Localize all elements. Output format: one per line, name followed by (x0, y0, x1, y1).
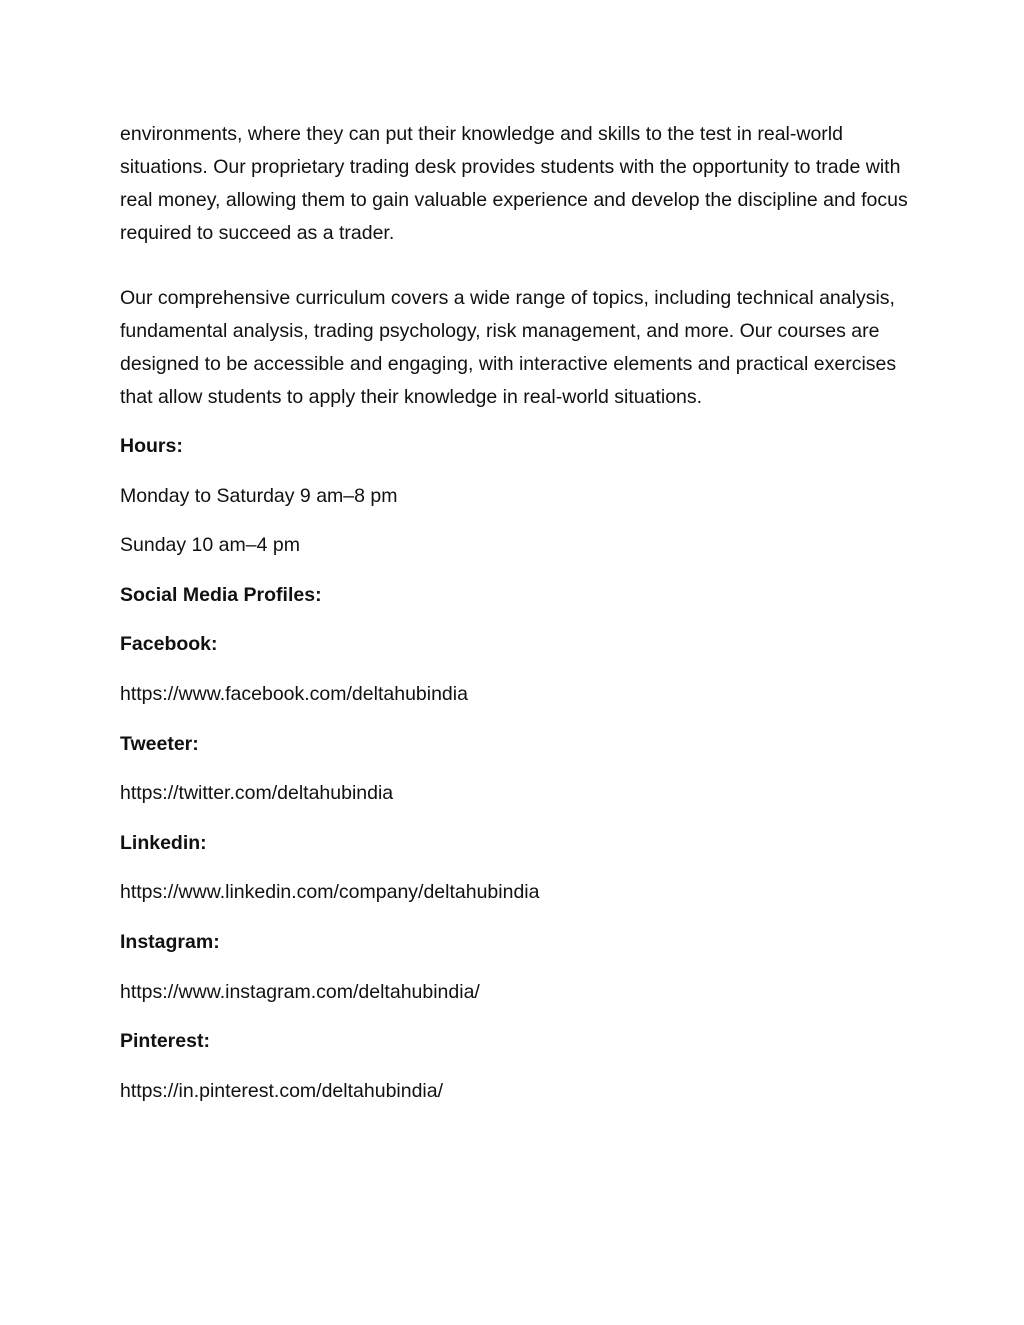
pinterest-label: Pinterest: (120, 1030, 210, 1053)
facebook-label: Facebook: (120, 633, 218, 656)
hours-weekdays: Monday to Saturday 9 am–8 pm (120, 484, 398, 507)
hours-heading: Hours: (120, 435, 183, 457)
instagram-link[interactable]: https://www.instagram.com/deltahubindia/ (120, 980, 480, 1003)
facebook-link[interactable]: https://www.facebook.com/deltahubindia (120, 682, 468, 705)
pinterest-link[interactable]: https://in.pinterest.com/deltahubindia/ (120, 1079, 444, 1102)
body-paragraph-curriculum: Our comprehensive curriculum covers a wide range of topics, including technical analysis, fundamental analysis, trading psychology, risk management, and more. Our courses are designed to be accessible and engaging, with interactive elements and practical exercises that allow students to apply their knowledge in real-world situations. (120, 287, 897, 408)
body-paragraph-trading-desk: environments, where they can put their knowledge and skills to the test in real-world situations. Our proprietary trading desk provides students with the opportunity to trade with real money, allowing them to gain valuable experience and develop the discipline and focus required to succeed as a trader. (120, 123, 908, 244)
twitter-link[interactable]: https://twitter.com/deltahubindia (120, 782, 394, 805)
hours-sunday: Sunday 10 am–4 pm (120, 534, 300, 557)
instagram-label: Instagram: (120, 930, 220, 953)
social-media-heading: Social Media Profiles: (120, 583, 322, 606)
document-body (120, 118, 910, 1108)
linkedin-label: Linkedin: (120, 831, 207, 854)
linkedin-link[interactable]: https://www.linkedin.com/company/deltahubindia (120, 881, 540, 904)
twitter-label: Tweeter: (120, 732, 199, 755)
